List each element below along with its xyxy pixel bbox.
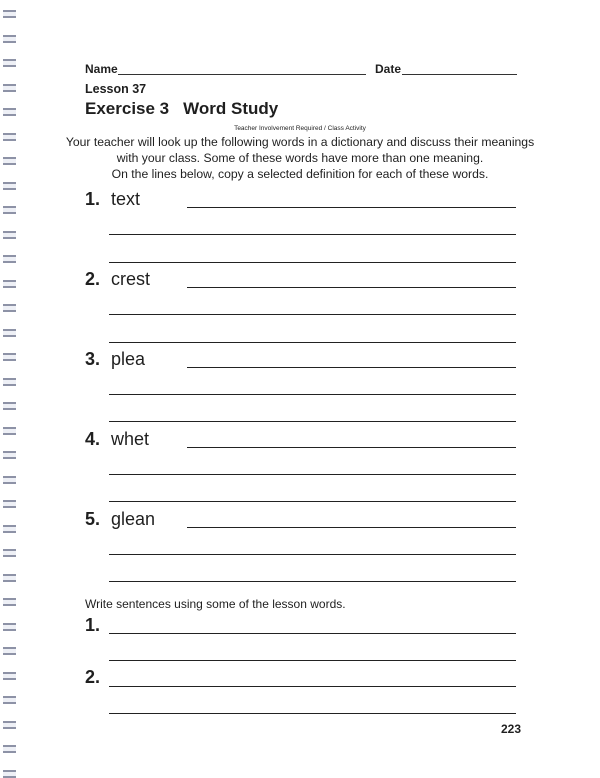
definition-line[interactable] (109, 501, 516, 502)
name-label: Name (85, 62, 118, 76)
page-number: 223 (501, 722, 522, 736)
exercise-title: Word Study (183, 99, 279, 118)
definition-line[interactable] (109, 474, 516, 475)
exercise-label: Exercise 3 (85, 99, 170, 118)
sentences-instruction: Write sentences using some of the lesson words. (85, 597, 346, 611)
name-field[interactable] (118, 74, 366, 75)
page-title (85, 99, 278, 119)
definition-line[interactable] (187, 447, 516, 448)
definition-line[interactable] (109, 581, 516, 582)
word-number: 2. (85, 269, 101, 289)
definition-line[interactable] (109, 554, 516, 555)
date-label: Date (375, 62, 402, 76)
sentence-number: 2. (85, 667, 101, 687)
definition-line[interactable] (109, 262, 516, 263)
definition-line[interactable] (109, 394, 516, 395)
definition-line[interactable] (109, 234, 516, 235)
word-number: 5. (85, 509, 101, 529)
vocab-word: plea (111, 349, 146, 369)
definition-line[interactable] (109, 314, 516, 315)
definition-line[interactable] (187, 367, 516, 368)
definition-line[interactable] (187, 287, 516, 288)
instruction-line: with your class. Some of these words have more than one meaning. (116, 151, 484, 165)
sentence-line[interactable] (109, 633, 516, 634)
date-field[interactable] (402, 74, 517, 75)
sentence-line[interactable] (109, 660, 516, 661)
definition-line[interactable] (109, 421, 516, 422)
definition-line[interactable] (187, 207, 516, 208)
sentence-line[interactable] (109, 686, 516, 687)
vocab-word: whet (111, 429, 150, 449)
definition-line[interactable] (187, 527, 516, 528)
lesson-label: Lesson 37 (85, 82, 147, 96)
word-number: 3. (85, 349, 101, 369)
instruction-line: On the lines below, copy a selected definition for each of these words. (111, 167, 489, 181)
vocab-word: crest (111, 269, 151, 289)
vocab-word: glean (111, 509, 156, 529)
word-number: 1. (85, 189, 101, 209)
definition-line[interactable] (109, 342, 516, 343)
sentence-number: 1. (85, 615, 101, 635)
activity-note: Teacher Involvement Required / Class Activity (234, 125, 366, 132)
word-number: 4. (85, 429, 101, 449)
instruction-line: Your teacher will look up the following words in a dictionary and discuss their meanings (65, 135, 535, 149)
sentence-line[interactable] (109, 713, 516, 714)
vocab-word: text (111, 189, 141, 209)
